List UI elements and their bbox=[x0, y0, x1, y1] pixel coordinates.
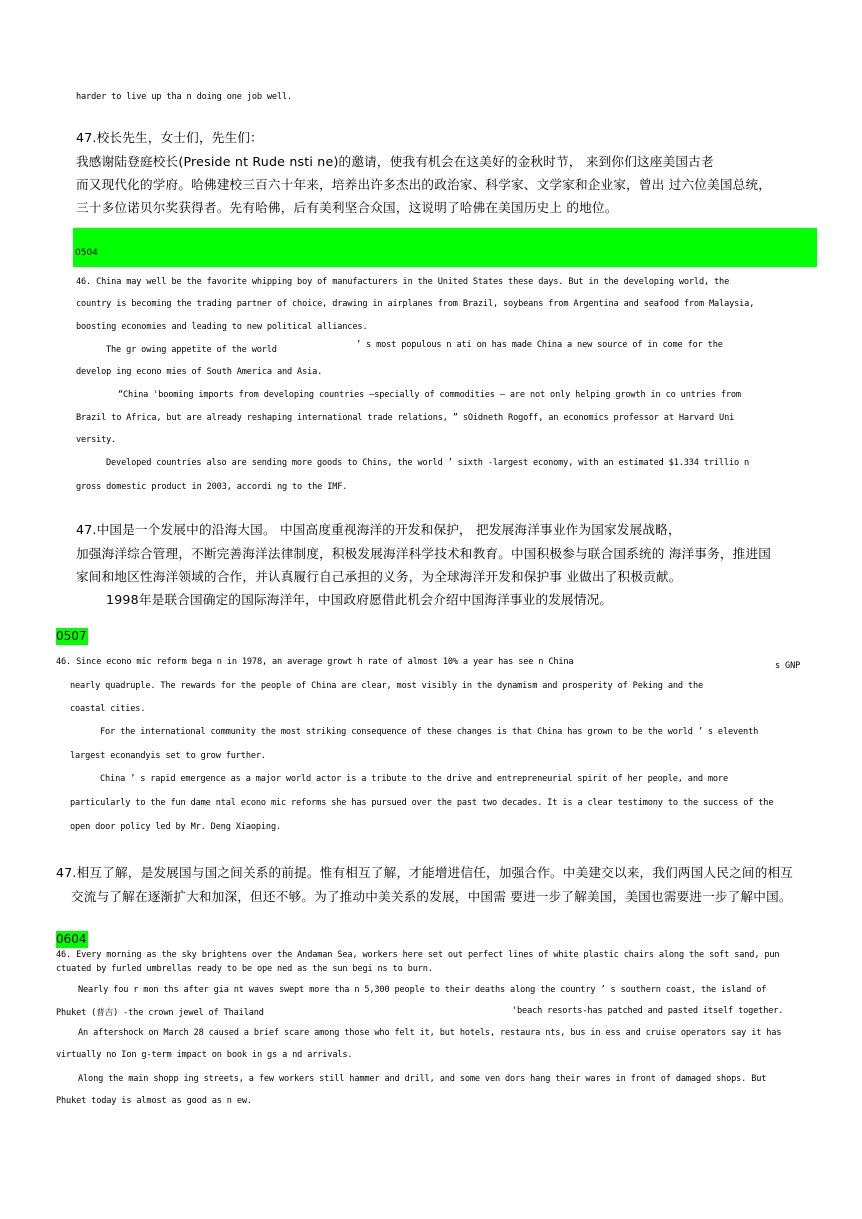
text-line: 1998年是联合国确定的国际海洋年，中国政府愿借此机会介绍中国海洋事业的发展情况。 bbox=[106, 592, 613, 607]
section-tag-0504: 0504 bbox=[75, 248, 98, 258]
text-line: 46. China may well be the favorite whipping boy of manufacturers in the United States these days. But in the developing world, the bbox=[76, 277, 730, 287]
text-line: Along the main shopp ing streets, a few workers still hammer and drill, and some ven dors hang their wares in front of damaged shops. But bbox=[78, 1074, 767, 1084]
text-line: 46. Every morning as the sky brightens over the Andaman Sea, workers here set out perfect lines of white plastic chairs along the soft sand, pun bbox=[56, 950, 780, 960]
text-line: nearly quadruple. The rewards for the people of China are clear, most visibly in the dynamism and prosperity of Peking and the bbox=[70, 681, 704, 691]
text-line: 而又现代化的学府。哈佛建校三百六十年来，培养出许多杰出的政治家、科学家、文学家和企业家，曾出 过六位美国总统， bbox=[76, 177, 772, 192]
text-line: 三十多位诺贝尔奖获得者。先有哈佛，后有美利坚合众国，这说明了哈佛在美国历史上 的地位。 bbox=[76, 200, 618, 215]
text-line: particularly to the fun dame ntal econo mic reforms she has pursued over the past two decades. It is a clear testimony to the success of the bbox=[70, 798, 774, 808]
text-line: Developed countries also are sending more goods to Chins, the world ’ sixth -largest economy, with an estimated $1.334 trillio n bbox=[106, 458, 750, 468]
text-line: “China 'booming imports from developing countries —specially of commodities — are not only helping growth in co untries from bbox=[118, 390, 741, 400]
text-line: 'beach resorts-has patched and pasted itself together. bbox=[512, 1006, 784, 1016]
text-line: Brazil to Africa, but are already reshaping international trade relations, ” sOidneth Rogoff, an economics professor at Harvard Uni bbox=[76, 413, 735, 423]
text-line: 46. Since econo mic reform bega n in 1978, an average growt h rate of almost 10% a year has see n China bbox=[56, 657, 574, 667]
text-line: 加强海洋综合管理，不断完善海洋法律制度，积极发展海洋科学技术和教育。中国积极参与联合国系统的 海洋事务，推进国 bbox=[76, 546, 772, 561]
text-line: An aftershock on March 28 caused a brief scare among those who felt it, but hotels, restaura nts, bus in ess and cruise operators say it has bbox=[78, 1028, 782, 1038]
section-highlight-band bbox=[73, 228, 817, 267]
text-line: versity. bbox=[76, 435, 117, 445]
text-line: Nearly fou r mon ths after gia nt waves swept more tha n 5,300 people to their deaths along the country ’ s southern coast, the island of bbox=[78, 985, 767, 995]
section-tag-0604: 0604 bbox=[56, 932, 87, 946]
text-line: The gr owing appetite of the world bbox=[106, 345, 277, 355]
section-tag-0507: 0507 bbox=[56, 629, 87, 643]
text-line: boosting economies and leading to new political alliances. bbox=[76, 322, 368, 332]
text-line: 交流与了解在逐渐扩大和加深，但还不够。为了推动中美关系的发展，中国需 要进一步了解美国，美国也需要进一步了解中国。 bbox=[71, 889, 792, 904]
text-line: For the international community the most striking consequence of these changes is that China has grown to be the world ’ s eleventh bbox=[100, 727, 759, 737]
text-line: harder to live up tha n doing one job well. bbox=[76, 92, 293, 102]
question-heading: 47.中国是一个发展中的沿海大国。 中国高度重视海洋的开发和保护， 把发展海洋事业作为国家发展战略， bbox=[76, 522, 681, 537]
question-heading: 47.校长先生，女士们，先生们： bbox=[76, 130, 263, 145]
text-line: open door policy led by Mr. Deng Xiaoping. bbox=[70, 822, 282, 832]
text-line: China ’ s rapid emergence as a major world actor is a tribute to the drive and entrepreneurial spirit of her people, and more bbox=[100, 774, 728, 784]
text-line: largest econandyis set to grow further. bbox=[70, 751, 266, 761]
text-line: coastal cities. bbox=[70, 704, 146, 714]
text-line: develop ing econo mies of South America and Asia. bbox=[76, 367, 323, 377]
text-line: Phuket today is almost as good as n ew. bbox=[56, 1096, 252, 1106]
text-line: ’ s most populous n ati on has made China a new source of in come for the bbox=[356, 340, 723, 350]
text-line: gross domestic product in 2003, accordi ng to the IMF. bbox=[76, 482, 348, 492]
question-heading: 47.相互了解，是发展国与国之间关系的前提。惟有相互了解，才能增进信任，加强合作。中美建交以来，我们两国人民之间的相互 bbox=[56, 865, 794, 880]
text-line: s GNP bbox=[775, 661, 801, 671]
text-line: virtually no Ion g-term impact on book in gs a nd arrivals. bbox=[56, 1050, 353, 1060]
text-line: 家间和地区性海洋领域的合作，并认真履行自己承担的义务，为全球海洋开发和保护事 业做出了积极贡献。 bbox=[76, 569, 682, 584]
text-line: 我感谢陆登庭校长(Preside nt Rude nsti ne)的邀请，使我有机会在这美好的金秋时节， 来到你们这座美国古老 bbox=[76, 154, 714, 169]
text-line: Phuket (普吉) -the crown jewel of Thailand bbox=[56, 1008, 264, 1018]
text-line: country is becoming the trading partner of choice, drawing in airplanes from Brazil, soybeans from Argentina and seafood from Malaysia, bbox=[76, 299, 755, 309]
text-line: ctuated by furled umbrellas ready to be ope ned as the sun begi ns to burn. bbox=[56, 964, 433, 974]
